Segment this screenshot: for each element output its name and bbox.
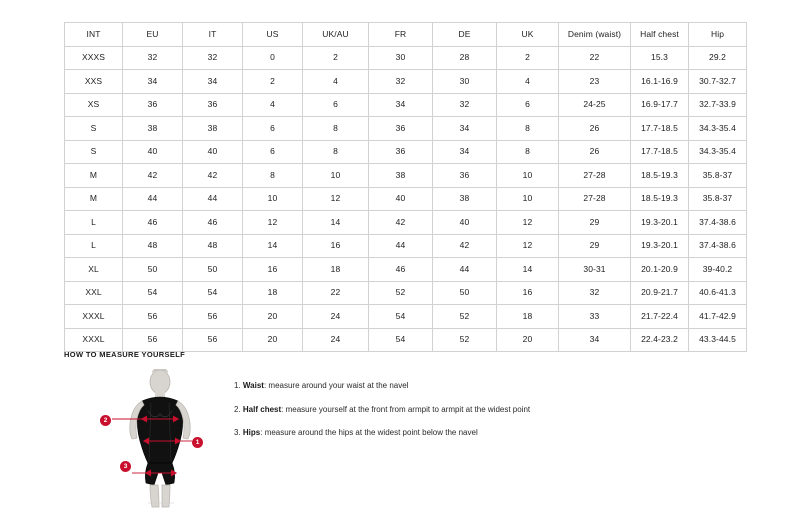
cell-half-chest: 20.1-20.9 [631, 258, 689, 282]
cell-de: 28 [433, 46, 497, 70]
cell-int: M [65, 164, 123, 188]
cell-hip: 43.3-44.5 [689, 328, 747, 352]
measure-badge-1: 1 [192, 437, 203, 448]
cell-eu: 34 [123, 70, 183, 94]
cell-eu: 40 [123, 140, 183, 164]
cell-us: 20 [243, 328, 303, 352]
cell-int: XXXS [65, 46, 123, 70]
cell-int: S [65, 140, 123, 164]
cell-half-chest: 18.5-19.3 [631, 164, 689, 188]
table-row [65, 117, 747, 141]
cell-de: 52 [433, 328, 497, 352]
cell-eu: 46 [123, 211, 183, 235]
cell-uk: 10 [497, 187, 559, 211]
cell-it: 54 [183, 281, 243, 305]
cell-int: XXS [65, 70, 123, 94]
cell-de: 44 [433, 258, 497, 282]
cell-hip: 40.6-41.3 [689, 281, 747, 305]
cell-us: 6 [243, 140, 303, 164]
cell-it: 32 [183, 46, 243, 70]
table-row [65, 140, 747, 164]
cell-it: 42 [183, 164, 243, 188]
cell-fr: 54 [369, 305, 433, 329]
table-row [65, 187, 747, 211]
cell-int: XS [65, 93, 123, 117]
cell-half-chest: 16.9-17.7 [631, 93, 689, 117]
cell-eu: 38 [123, 117, 183, 141]
table-row [65, 211, 747, 235]
table-row [65, 328, 747, 352]
cell-int: XL [65, 258, 123, 282]
cell-denim-waist: 27-28 [559, 187, 631, 211]
cell-uk: 8 [497, 140, 559, 164]
measure-instruction-hips [234, 428, 736, 438]
column-header-denim-waist: Denim (waist) [559, 23, 631, 47]
column-header-uk: UK [497, 23, 559, 47]
size-chart-container [64, 22, 736, 352]
cell-denim-waist: 22 [559, 46, 631, 70]
cell-us: 16 [243, 258, 303, 282]
cell-int: L [65, 211, 123, 235]
cell-half-chest: 18.5-19.3 [631, 187, 689, 211]
cell-denim-waist: 23 [559, 70, 631, 94]
column-header-fr: FR [369, 23, 433, 47]
cell-half-chest: 19.3-20.1 [631, 234, 689, 258]
measure-term-hips: Hips [242, 428, 261, 438]
cell-uk: 12 [497, 211, 559, 235]
cell-uk-au: 24 [303, 305, 369, 329]
cell-uk-au: 22 [303, 281, 369, 305]
cell-uk: 4 [497, 70, 559, 94]
how-to-measure-title: HOW TO MEASURE YOURSELF [64, 350, 186, 359]
cell-half-chest: 22.4-23.2 [631, 328, 689, 352]
measure-text-half-chest: : measure yourself at the front from armpit to armpit at the widest point [281, 404, 531, 414]
cell-denim-waist: 24-25 [559, 93, 631, 117]
cell-half-chest: 15.3 [631, 46, 689, 70]
cell-de: 34 [433, 140, 497, 164]
column-header-int: INT [65, 23, 123, 47]
cell-it: 36 [183, 93, 243, 117]
cell-uk-au: 4 [303, 70, 369, 94]
cell-uk-au: 10 [303, 164, 369, 188]
measure-instructions-list [234, 381, 736, 452]
cell-us: 4 [243, 93, 303, 117]
cell-eu: 32 [123, 46, 183, 70]
cell-eu: 50 [123, 258, 183, 282]
cell-de: 34 [433, 117, 497, 141]
measure-term-waist: Waist [242, 381, 264, 390]
how-to-measure-body [64, 369, 736, 509]
table-row [65, 46, 747, 70]
cell-uk-au: 12 [303, 187, 369, 211]
cell-fr: 36 [369, 117, 433, 141]
cell-hip: 35.8-37 [689, 164, 747, 188]
cell-eu: 56 [123, 328, 183, 352]
column-header-uk-au: UK/AU [303, 23, 369, 47]
cell-uk-au: 2 [303, 46, 369, 70]
cell-hip: 39-40.2 [689, 258, 747, 282]
cell-hip: 30.7-32.7 [689, 70, 747, 94]
cell-int: M [65, 187, 123, 211]
cell-uk: 14 [497, 258, 559, 282]
cell-uk: 10 [497, 164, 559, 188]
cell-it: 56 [183, 305, 243, 329]
cell-it: 50 [183, 258, 243, 282]
cell-us: 14 [243, 234, 303, 258]
cell-us: 6 [243, 117, 303, 141]
cell-us: 20 [243, 305, 303, 329]
cell-uk: 6 [497, 93, 559, 117]
cell-denim-waist: 34 [559, 328, 631, 352]
table-row [65, 164, 747, 188]
table-row [65, 258, 747, 282]
cell-de: 38 [433, 187, 497, 211]
cell-fr: 32 [369, 70, 433, 94]
cell-half-chest: 16.1-16.9 [631, 70, 689, 94]
cell-us: 18 [243, 281, 303, 305]
cell-denim-waist: 33 [559, 305, 631, 329]
column-header-eu: EU [123, 23, 183, 47]
cell-fr: 54 [369, 328, 433, 352]
cell-fr: 42 [369, 211, 433, 235]
cell-it: 46 [183, 211, 243, 235]
cell-fr: 52 [369, 281, 433, 305]
cell-it: 40 [183, 140, 243, 164]
cell-uk-au: 14 [303, 211, 369, 235]
cell-hip: 32.7-33.9 [689, 93, 747, 117]
cell-it: 56 [183, 328, 243, 352]
cell-uk-au: 18 [303, 258, 369, 282]
measure-term-half-chest: Half chest [242, 404, 282, 414]
cell-fr: 40 [369, 187, 433, 211]
cell-uk: 20 [497, 328, 559, 352]
table-row [65, 93, 747, 117]
size-chart-table [64, 22, 747, 352]
cell-de: 32 [433, 93, 497, 117]
cell-it: 48 [183, 234, 243, 258]
measure-number-3: 3. [234, 428, 241, 438]
cell-fr: 34 [369, 93, 433, 117]
column-header-half-chest: Half chest [631, 23, 689, 47]
cell-half-chest: 17.7-18.5 [631, 117, 689, 141]
cell-hip: 37.4-38.6 [689, 211, 747, 235]
cell-denim-waist: 29 [559, 234, 631, 258]
cell-fr: 46 [369, 258, 433, 282]
column-header-de: DE [433, 23, 497, 47]
cell-uk: 8 [497, 117, 559, 141]
measure-badge-2: 2 [100, 415, 111, 426]
cell-denim-waist: 30-31 [559, 258, 631, 282]
cell-int: S [65, 117, 123, 141]
cell-it: 38 [183, 117, 243, 141]
measure-instruction-half-chest [234, 405, 736, 415]
cell-uk-au: 8 [303, 140, 369, 164]
column-header-it: IT [183, 23, 243, 47]
cell-half-chest: 19.3-20.1 [631, 211, 689, 235]
cell-us: 12 [243, 211, 303, 235]
cell-de: 36 [433, 164, 497, 188]
cell-eu: 44 [123, 187, 183, 211]
cell-eu: 42 [123, 164, 183, 188]
cell-half-chest: 20.9-21.7 [631, 281, 689, 305]
cell-eu: 36 [123, 93, 183, 117]
cell-uk: 12 [497, 234, 559, 258]
cell-uk: 18 [497, 305, 559, 329]
cell-denim-waist: 26 [559, 117, 631, 141]
cell-denim-waist: 27-28 [559, 164, 631, 188]
cell-int: L [65, 234, 123, 258]
cell-hip: 35.8-37 [689, 187, 747, 211]
cell-uk-au: 16 [303, 234, 369, 258]
cell-us: 0 [243, 46, 303, 70]
mannequin-figure [98, 369, 218, 509]
cell-hip: 34.3-35.4 [689, 140, 747, 164]
cell-hip: 37.4-38.6 [689, 234, 747, 258]
cell-uk: 16 [497, 281, 559, 305]
cell-de: 52 [433, 305, 497, 329]
cell-int: XXXL [65, 305, 123, 329]
cell-denim-waist: 29 [559, 211, 631, 235]
cell-it: 44 [183, 187, 243, 211]
table-row [65, 234, 747, 258]
column-header-hip: Hip [689, 23, 747, 47]
measure-badge-3: 3 [120, 461, 131, 472]
cell-half-chest: 21.7-22.4 [631, 305, 689, 329]
cell-uk-au: 24 [303, 328, 369, 352]
cell-de: 40 [433, 211, 497, 235]
table-row [65, 305, 747, 329]
cell-uk-au: 6 [303, 93, 369, 117]
cell-hip: 29.2 [689, 46, 747, 70]
cell-us: 10 [243, 187, 303, 211]
measure-number-2: 2. [234, 404, 241, 414]
measure-instruction-waist [234, 381, 736, 391]
cell-half-chest: 17.7-18.5 [631, 140, 689, 164]
measure-number-1: 1. [234, 381, 241, 390]
measure-text-waist: : measure around your waist at the navel [263, 381, 409, 390]
cell-uk-au: 8 [303, 117, 369, 141]
cell-us: 2 [243, 70, 303, 94]
table-header-row [65, 23, 747, 47]
cell-eu: 48 [123, 234, 183, 258]
cell-de: 30 [433, 70, 497, 94]
cell-de: 42 [433, 234, 497, 258]
cell-de: 50 [433, 281, 497, 305]
cell-fr: 38 [369, 164, 433, 188]
cell-hip: 34.3-35.4 [689, 117, 747, 141]
table-row [65, 70, 747, 94]
how-to-measure-section [64, 350, 736, 509]
cell-eu: 54 [123, 281, 183, 305]
cell-hip: 41.7-42.9 [689, 305, 747, 329]
cell-eu: 56 [123, 305, 183, 329]
cell-uk: 2 [497, 46, 559, 70]
cell-int: XXL [65, 281, 123, 305]
cell-fr: 44 [369, 234, 433, 258]
cell-us: 8 [243, 164, 303, 188]
cell-denim-waist: 32 [559, 281, 631, 305]
cell-it: 34 [183, 70, 243, 94]
cell-fr: 36 [369, 140, 433, 164]
cell-denim-waist: 26 [559, 140, 631, 164]
cell-fr: 30 [369, 46, 433, 70]
table-row [65, 281, 747, 305]
column-header-us: US [243, 23, 303, 47]
cell-int: XXXL [65, 328, 123, 352]
measure-text-hips: : measure around the hips at the widest point below the navel [260, 428, 478, 438]
